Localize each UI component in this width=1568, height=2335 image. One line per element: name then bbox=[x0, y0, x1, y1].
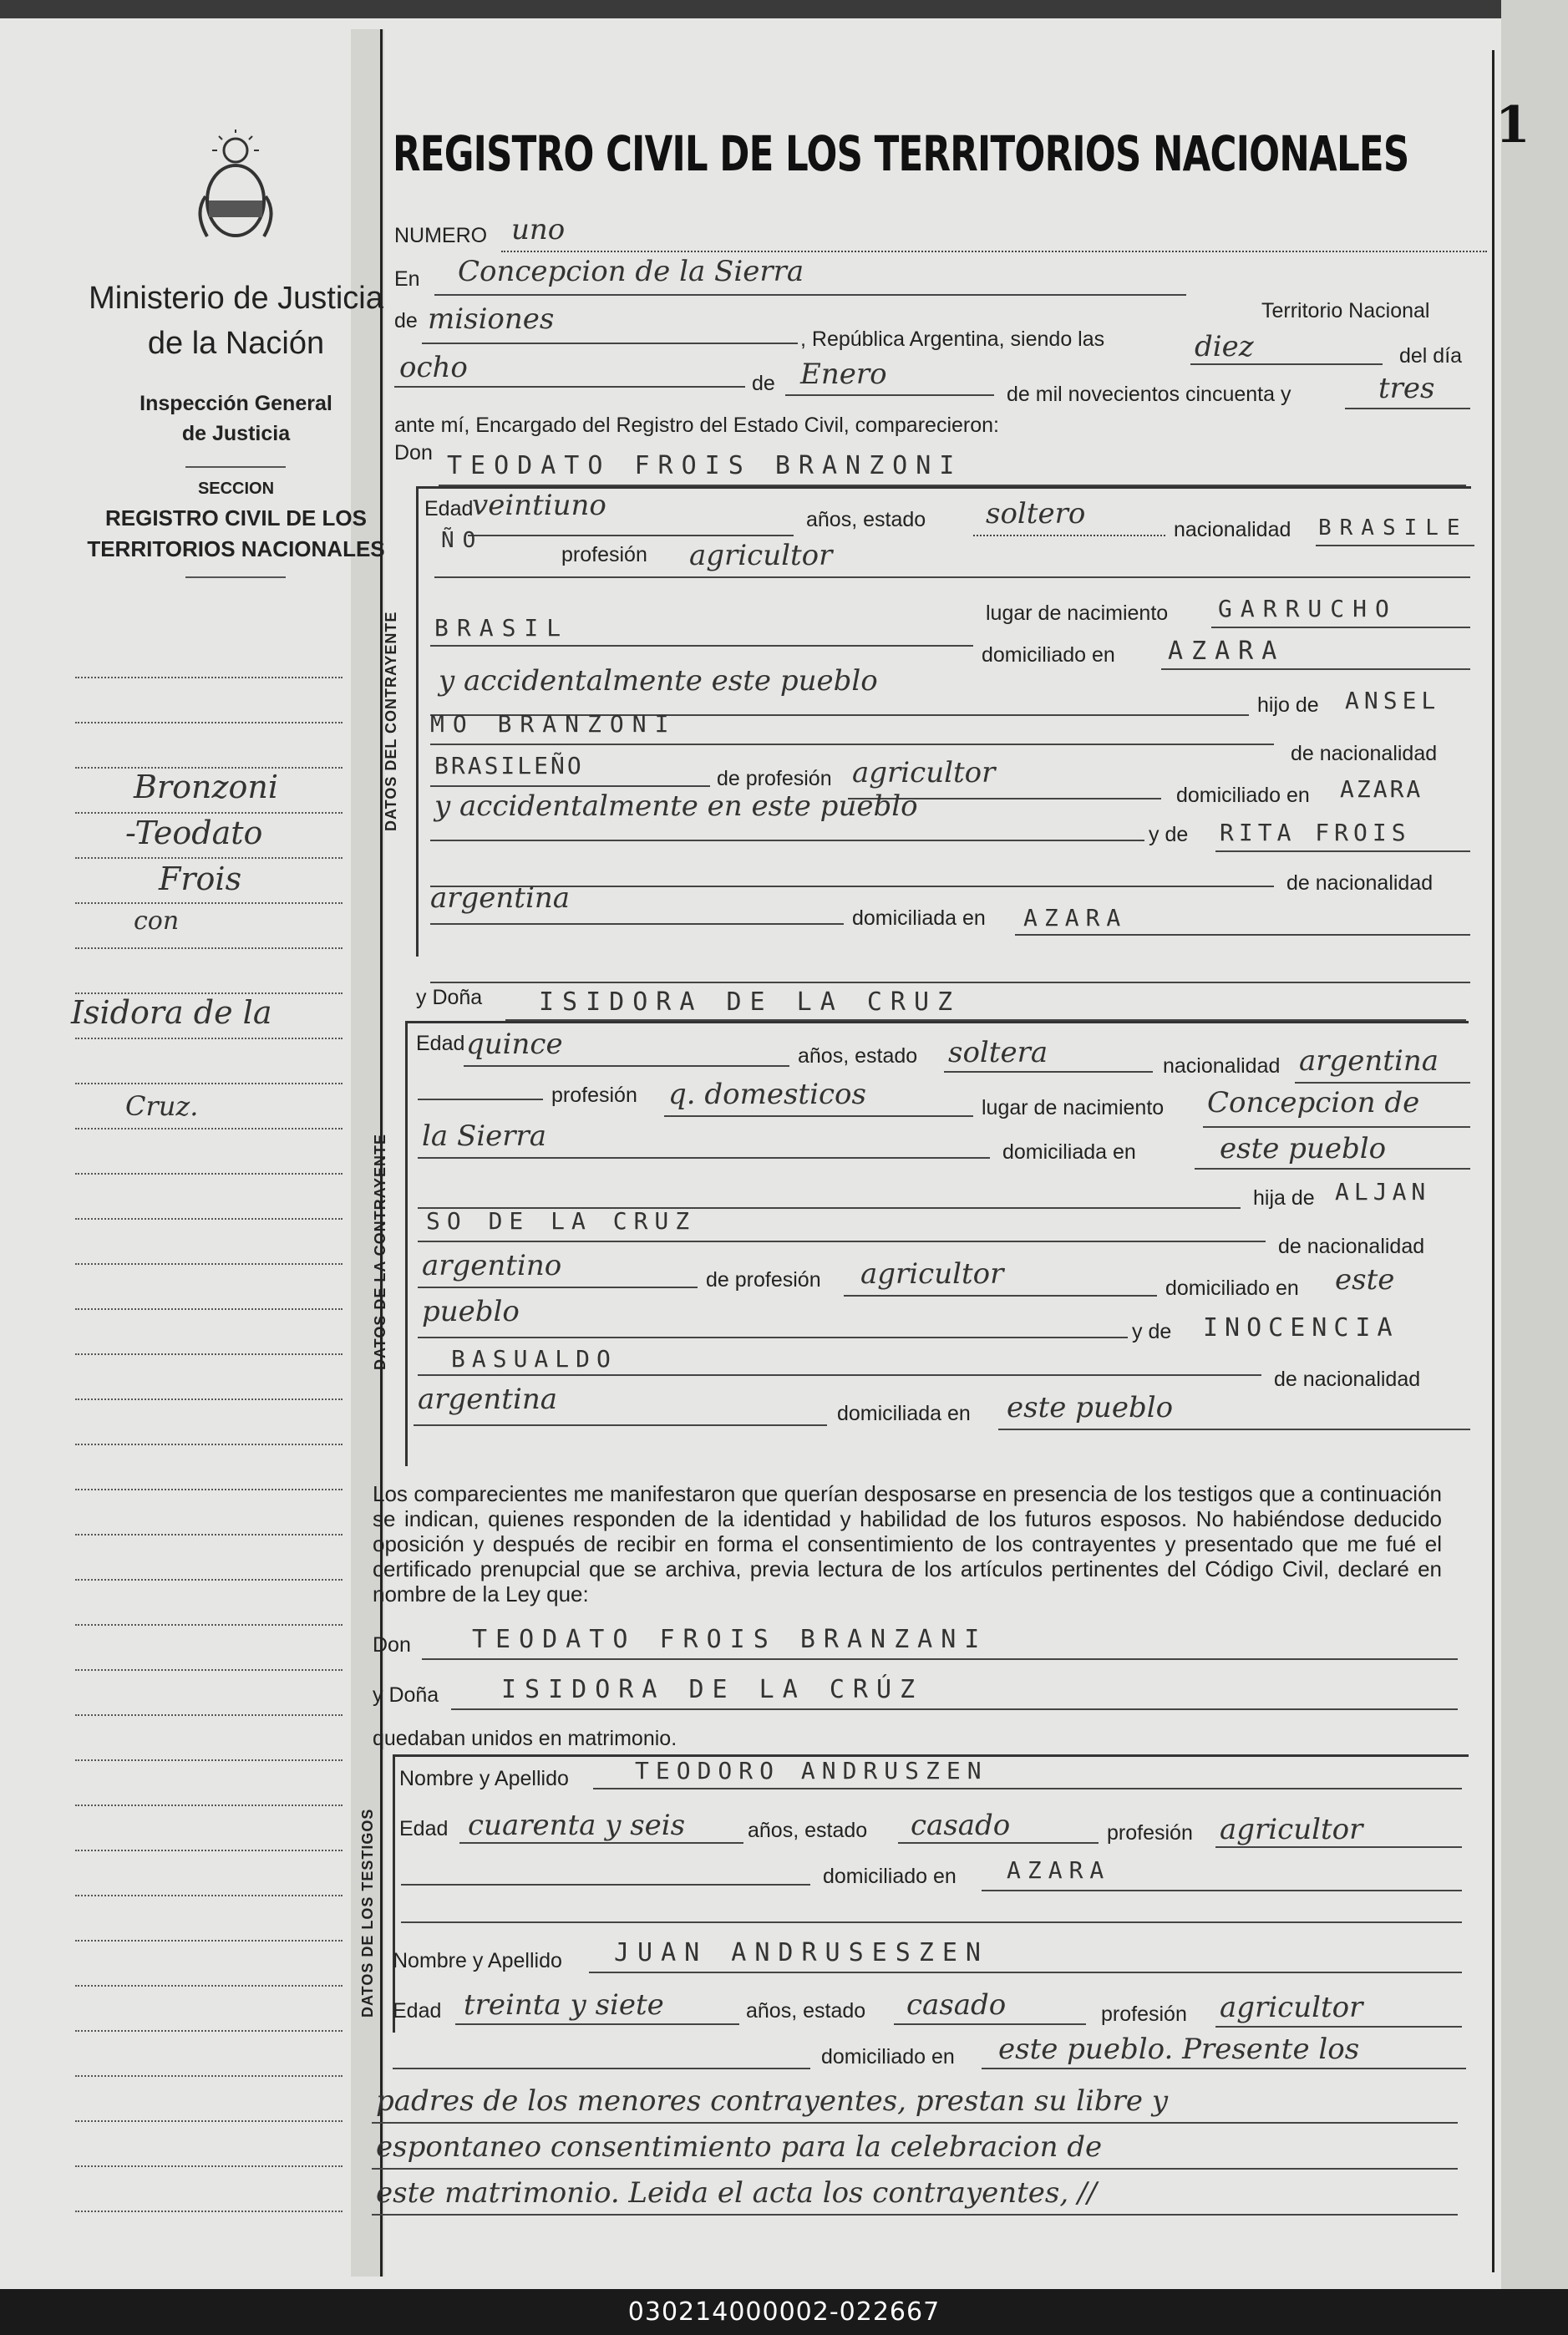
national-coat-of-arms-icon bbox=[194, 129, 277, 246]
f-edad-value: quince bbox=[466, 1028, 563, 1061]
decl-don-line bbox=[422, 1658, 1458, 1660]
f-padre-dom-line bbox=[418, 1337, 1128, 1338]
f-anos-label: años, estado bbox=[798, 1044, 918, 1068]
dona-value: ISIDORA DE LA CRUZ bbox=[539, 987, 962, 1017]
f-padre-nac-value: argentino bbox=[422, 1249, 562, 1282]
t2-estado-line bbox=[894, 2023, 1086, 2025]
lugar-label: lugar de nacimiento bbox=[986, 602, 1169, 625]
t2-dom-line bbox=[982, 2068, 1466, 2069]
padre-prof-value: agricultor bbox=[852, 756, 996, 789]
t1-anos-label: años, estado bbox=[748, 1819, 868, 1842]
section-label: SECCION bbox=[197, 480, 275, 498]
t2-dom-pre-line bbox=[393, 2068, 810, 2069]
margin-note-line-5: Isidora de la bbox=[71, 994, 272, 1031]
inspection-line-2: de Justicia bbox=[181, 422, 291, 445]
estado-value: soltero bbox=[986, 497, 1086, 530]
f-y-de-label: y de bbox=[1132, 1320, 1172, 1343]
de-line bbox=[422, 343, 798, 344]
margin-dotted-line bbox=[75, 1669, 343, 1671]
t2-edad-label: Edad bbox=[393, 1999, 442, 2023]
margin-dotted-line bbox=[75, 1624, 343, 1626]
edad-line bbox=[468, 535, 794, 536]
en-line bbox=[434, 294, 1186, 296]
decl-dona-label: y Doña bbox=[373, 1683, 439, 1707]
margin-dotted-line bbox=[75, 1083, 343, 1084]
don-value: TEODATO FROIS BRANZONI bbox=[447, 451, 963, 480]
margin-dotted-line bbox=[75, 902, 343, 904]
f-madre-dom-value: este pueblo bbox=[1007, 1391, 1174, 1424]
f-padre-dom-value-1: este bbox=[1335, 1263, 1395, 1297]
edad-value: veintiuno bbox=[472, 489, 606, 522]
f-prof-pre-line bbox=[418, 1099, 543, 1100]
closing-note-line-1: padres de los menores contrayentes, prestan su libre y bbox=[376, 2084, 1169, 2118]
ministry-line-2: de la Nación bbox=[147, 326, 325, 361]
t1-edad-value: cuarenta y seis bbox=[468, 1809, 686, 1842]
t1-edad-line bbox=[459, 1842, 743, 1844]
t2-nombre-line bbox=[589, 1972, 1462, 1973]
f-madre-value-2: BASUALDO bbox=[451, 1345, 617, 1373]
de-value: misiones bbox=[428, 302, 555, 336]
anio-line bbox=[1345, 408, 1470, 409]
f-dom-line bbox=[1195, 1168, 1470, 1170]
t2-estado-value: casado bbox=[906, 1988, 1007, 2022]
numero-label: NUMERO bbox=[394, 224, 488, 247]
testigos-side-label: DATOS DE LOS TESTIGOS bbox=[359, 1808, 376, 2018]
margin-dotted-line bbox=[75, 1173, 343, 1175]
t2-dom-label: domiciliado en bbox=[821, 2045, 955, 2069]
madre-dom-value: AZARA bbox=[1023, 904, 1128, 931]
margin-dotted-line bbox=[75, 1128, 343, 1129]
section-line-1: REGISTRO CIVIL DE LOS bbox=[104, 505, 367, 530]
padre-dom-value: AZARA bbox=[1340, 775, 1423, 803]
t2-anos-label: años, estado bbox=[746, 1999, 866, 2023]
lugar-value-2: BRASIL bbox=[434, 614, 570, 642]
margin-note-line-6: Cruz. bbox=[125, 1090, 199, 1122]
margin-note-line-4: con bbox=[134, 906, 180, 936]
f-edad-label: Edad bbox=[416, 1032, 465, 1055]
f-madre-value-1: INOCENCIA bbox=[1203, 1313, 1399, 1343]
next-page-edge bbox=[1501, 0, 1568, 2289]
nac-value-1: BRASILE bbox=[1318, 515, 1469, 541]
margin-dotted-line bbox=[75, 1444, 343, 1445]
margin-dotted-line bbox=[75, 2075, 343, 2077]
margin-dotted-line bbox=[75, 2211, 343, 2212]
lugar2-line bbox=[430, 645, 973, 647]
f-lugar-line bbox=[1203, 1126, 1470, 1128]
de-label: de bbox=[394, 309, 418, 332]
f-madre-dom-line bbox=[998, 1429, 1470, 1430]
en-label: En bbox=[394, 267, 420, 291]
left-rule-1 bbox=[185, 466, 286, 468]
testigos-mid-line bbox=[401, 1921, 1462, 1923]
madre-dom-line bbox=[1015, 934, 1470, 936]
madre-dom-label: domiciliada en bbox=[852, 906, 986, 930]
t2-nombre-value: JUAN ANDRUSESZEN bbox=[614, 1938, 989, 1967]
y-de-label: y de bbox=[1149, 823, 1189, 846]
del-dia-label: del día bbox=[1399, 344, 1463, 368]
decl-don-label: Don bbox=[373, 1633, 411, 1657]
footer-code: 030214000002-022667 bbox=[627, 2297, 941, 2327]
f-padre-nac-line bbox=[418, 1287, 698, 1288]
page-number: 1 bbox=[1495, 96, 1530, 155]
prof-line bbox=[434, 576, 1470, 578]
f-lugar-label: lugar de nacimiento bbox=[982, 1096, 1165, 1119]
dom-value: AZARA bbox=[1168, 637, 1286, 666]
en-value: Concepcion de la Sierra bbox=[458, 255, 804, 288]
margin-dotted-line bbox=[75, 1398, 343, 1400]
margin-dotted-line bbox=[75, 947, 343, 949]
f-lugar-value-2: la Sierra bbox=[422, 1119, 547, 1153]
f-madre-nac-line bbox=[414, 1424, 827, 1426]
padre-nac-label: de nacionalidad bbox=[1291, 742, 1438, 765]
f-padre-nac-label: de nacionalidad bbox=[1278, 1235, 1425, 1258]
nac-value-2: ÑO bbox=[441, 528, 485, 553]
f-dom-value: este pueblo bbox=[1220, 1132, 1387, 1165]
section-line-2: TERRITORIOS NACIONALES bbox=[87, 536, 385, 561]
prof-value: agricultor bbox=[689, 539, 833, 572]
f-hija-label: hija de bbox=[1253, 1186, 1315, 1210]
t1-estado-value: casado bbox=[911, 1809, 1011, 1842]
margin-dotted-line bbox=[75, 1714, 343, 1716]
t1-prof-value: agricultor bbox=[1220, 1813, 1363, 1846]
margin-dotted-line bbox=[75, 1218, 343, 1220]
t1-prof-line bbox=[1215, 1846, 1462, 1848]
margin-dotted-line bbox=[75, 2120, 343, 2122]
dia-line bbox=[394, 386, 745, 388]
hora-value: diez bbox=[1195, 330, 1254, 363]
f-estado-line bbox=[944, 1071, 1153, 1073]
republica-label: , República Argentina, siendo las bbox=[800, 327, 1105, 351]
f-padre-line bbox=[418, 1241, 1266, 1242]
f-prof-line bbox=[664, 1115, 973, 1117]
madre-nac-line bbox=[430, 923, 844, 925]
numero-line bbox=[501, 251, 1487, 252]
t2-prof-line bbox=[1215, 2026, 1462, 2028]
margin-dotted-line bbox=[75, 1038, 343, 1039]
mes-value: Enero bbox=[800, 358, 887, 391]
f-lugar2-line bbox=[418, 1157, 990, 1159]
margin-dotted-line bbox=[75, 1940, 343, 1942]
f-madre-dom-label: domiciliada en bbox=[837, 1402, 971, 1425]
margin-note-line-3: Frois bbox=[159, 860, 242, 897]
margin-dotted-line bbox=[75, 1534, 343, 1536]
t1-dom-value: AZARA bbox=[1007, 1856, 1111, 1884]
t1-dom-label: domiciliado en bbox=[823, 1865, 957, 1888]
contrayente-bottom-line bbox=[430, 982, 1470, 983]
left-rule-2 bbox=[185, 576, 286, 578]
dona-label: y Doña bbox=[416, 986, 483, 1009]
decl-dona-value: ISIDORA DE LA CRÚZ bbox=[501, 1675, 924, 1704]
declaration-paragraph: Los comparecientes me manifestaron que querían desposarse en presencia de los testigos que a continuación se indican, quienes responden de la identidad y habilidad de los futuros esposos. No habiéndose deducido oposición y después de recibir en forma el consentimiento de los contrayentes y presentado que me fué el certificado prenupcial que se archiva, previa lectura de los artículos pertinentes del Código Civil, declaré en nombre de la Ley que: bbox=[373, 1481, 1442, 1607]
ministry-line-1: Ministerio de Justicia bbox=[89, 281, 383, 316]
padre-dom-cont-line bbox=[430, 840, 1144, 841]
f-nac-value: argentina bbox=[1299, 1044, 1439, 1078]
margin-dotted-line bbox=[75, 812, 343, 814]
margin-dotted-line bbox=[75, 1579, 343, 1581]
lugar-value-1: GARRUCHO bbox=[1218, 595, 1398, 622]
dom-line bbox=[1161, 668, 1470, 670]
quedaban-text: quedaban unidos en matrimonio. bbox=[373, 1727, 677, 1750]
closing-note-line-2: espontaneo consentimiento para la celebracion de bbox=[376, 2130, 1103, 2164]
t2-prof-label: profesión bbox=[1101, 2003, 1187, 2026]
margin-dotted-line bbox=[75, 1489, 343, 1490]
margin-dotted-line bbox=[75, 1263, 343, 1265]
f-padre-prof-line bbox=[844, 1295, 1157, 1297]
decl-don-value: TEODATO FROIS BRANZANI bbox=[472, 1625, 988, 1654]
f-nac-line bbox=[1295, 1082, 1470, 1084]
margin-dotted-line bbox=[75, 1805, 343, 1806]
t2-edad-value: treinta y siete bbox=[464, 1988, 664, 2022]
margin-note-line-2: -Teodato bbox=[125, 815, 263, 851]
right-border-line bbox=[1492, 50, 1494, 2272]
dom-label: domiciliado en bbox=[982, 643, 1115, 667]
anio-value: tres bbox=[1378, 372, 1435, 405]
margin-dotted-line bbox=[75, 2165, 343, 2167]
decl-dona-line bbox=[451, 1708, 1458, 1710]
section-heading bbox=[50, 503, 422, 565]
lugar-line bbox=[1211, 627, 1470, 628]
padre-nac-value: BRASILEÑO bbox=[434, 752, 584, 779]
madre-nac-label: de nacionalidad bbox=[1286, 871, 1434, 895]
padre-line bbox=[430, 744, 1274, 745]
inspection-line-1: Inspección General bbox=[140, 392, 332, 415]
ante-text: ante mí, Encargado del Registro del Estado Civil, comparecieron: bbox=[394, 414, 999, 437]
madre-nac-value: argentina bbox=[430, 881, 571, 915]
t1-edad-label: Edad bbox=[399, 1817, 449, 1840]
anos-label: años, estado bbox=[806, 508, 926, 531]
f-madre-nac-label: de nacionalidad bbox=[1274, 1368, 1421, 1391]
t2-prof-value: agricultor bbox=[1220, 1991, 1363, 2024]
f-nac-label: nacionalidad bbox=[1163, 1054, 1281, 1078]
padre-dom-continued: y accidentalmente en este pueblo bbox=[434, 789, 918, 823]
de2-label: de bbox=[752, 372, 775, 395]
f-padre-prof-label: de profesión bbox=[706, 1268, 821, 1292]
padre-prof-label: de profesión bbox=[717, 767, 832, 790]
madre-line bbox=[1215, 850, 1470, 852]
prof-label: profesión bbox=[561, 543, 647, 566]
f-prof-value: q. domesticos bbox=[668, 1078, 866, 1111]
margin-dotted-line bbox=[75, 857, 343, 859]
estado-line bbox=[973, 535, 1165, 536]
hijo-label: hijo de bbox=[1257, 693, 1319, 717]
closing-line-3 bbox=[372, 2214, 1458, 2216]
inspection-heading bbox=[50, 388, 422, 449]
t2-nombre-label: Nombre y Apellido bbox=[393, 1949, 562, 1972]
nac-label: nacionalidad bbox=[1174, 518, 1291, 541]
hora-line bbox=[1190, 363, 1383, 365]
padre-dom-label: domiciliado en bbox=[1176, 784, 1310, 807]
margin-dotted-line bbox=[75, 722, 343, 723]
t2-edad-line bbox=[455, 2023, 739, 2025]
f-lugar-value-1: Concepcion de bbox=[1207, 1086, 1420, 1119]
margin-dotted-line bbox=[75, 1850, 343, 1851]
t1-dom-line bbox=[982, 1890, 1462, 1891]
t1-prof-label: profesión bbox=[1107, 1821, 1193, 1845]
margin-dotted-line bbox=[75, 1759, 343, 1761]
f-madre-line bbox=[418, 1374, 1261, 1376]
margin-dotted-line bbox=[75, 1985, 343, 1987]
t1-nombre-label: Nombre y Apellido bbox=[399, 1767, 569, 1790]
t1-nombre-line bbox=[593, 1788, 1462, 1789]
margin-dotted-line bbox=[75, 1895, 343, 1896]
f-prof-label: profesión bbox=[551, 1084, 637, 1107]
don-label: Don bbox=[394, 441, 433, 464]
f-padre-dom-value-2: pueblo bbox=[422, 1295, 520, 1328]
edad-label: Edad bbox=[424, 497, 474, 520]
madre-value: RITA FROIS bbox=[1220, 819, 1411, 846]
padre-nac-line bbox=[430, 785, 710, 787]
f-madre-nac-value: argentina bbox=[418, 1383, 558, 1416]
form-title: REGISTRO CIVIL DE LOS TERRITORIOS NACIONALES bbox=[393, 125, 1409, 182]
margin-dotted-line bbox=[75, 677, 343, 678]
padre-value-1: ANSEL bbox=[1345, 687, 1441, 714]
margin-note-line-1: Bronzoni bbox=[134, 769, 278, 805]
nac-line bbox=[1316, 545, 1474, 546]
ministry-heading bbox=[50, 276, 422, 366]
closing-line-2 bbox=[372, 2168, 1458, 2170]
dom-continued: y accidentalmente este pueblo bbox=[439, 664, 878, 698]
t2-dom-value: este pueblo. Presente los bbox=[998, 2033, 1360, 2066]
closing-note-line-3: este matrimonio. Leida el acta los contrayentes, // bbox=[376, 2176, 1097, 2210]
margin-dotted-line bbox=[75, 1308, 343, 1310]
padre-value-2: MO BRANZONI bbox=[430, 710, 677, 738]
t1-dom-pre-line bbox=[401, 1884, 810, 1886]
dia-value: ocho bbox=[399, 351, 468, 384]
binding-edge bbox=[0, 0, 1568, 18]
mes-line bbox=[785, 394, 994, 396]
f-padre-value-2: SO DE LA CRUZ bbox=[426, 1207, 697, 1235]
f-dom-label: domiciliada en bbox=[1002, 1140, 1136, 1164]
margin-dotted-line bbox=[75, 1353, 343, 1355]
contrayente-side-label: DATOS DEL CONTRAYENTE bbox=[383, 611, 399, 831]
f-padre-prof-value: agricultor bbox=[860, 1257, 1004, 1291]
closing-line-1 bbox=[372, 2122, 1458, 2124]
t1-estado-line bbox=[898, 1842, 1099, 1844]
f-estado-value: soltera bbox=[948, 1036, 1048, 1069]
contrayente-f-side-label: DATOS DE LA CONTRAYENTE bbox=[372, 1133, 388, 1370]
territorio-label: Territorio Nacional bbox=[1261, 299, 1430, 322]
f-padre-value-1: ALJAN bbox=[1335, 1178, 1431, 1206]
f-padre-dom-label: domiciliado en bbox=[1165, 1277, 1299, 1300]
numero-value: uno bbox=[511, 213, 566, 246]
f-edad-line bbox=[464, 1065, 789, 1067]
margin-dotted-line bbox=[75, 2030, 343, 2032]
t1-nombre-value: TEODORO ANDRUSZEN bbox=[635, 1757, 988, 1784]
mil-label: de mil novecientos cincuenta y bbox=[1007, 383, 1291, 406]
